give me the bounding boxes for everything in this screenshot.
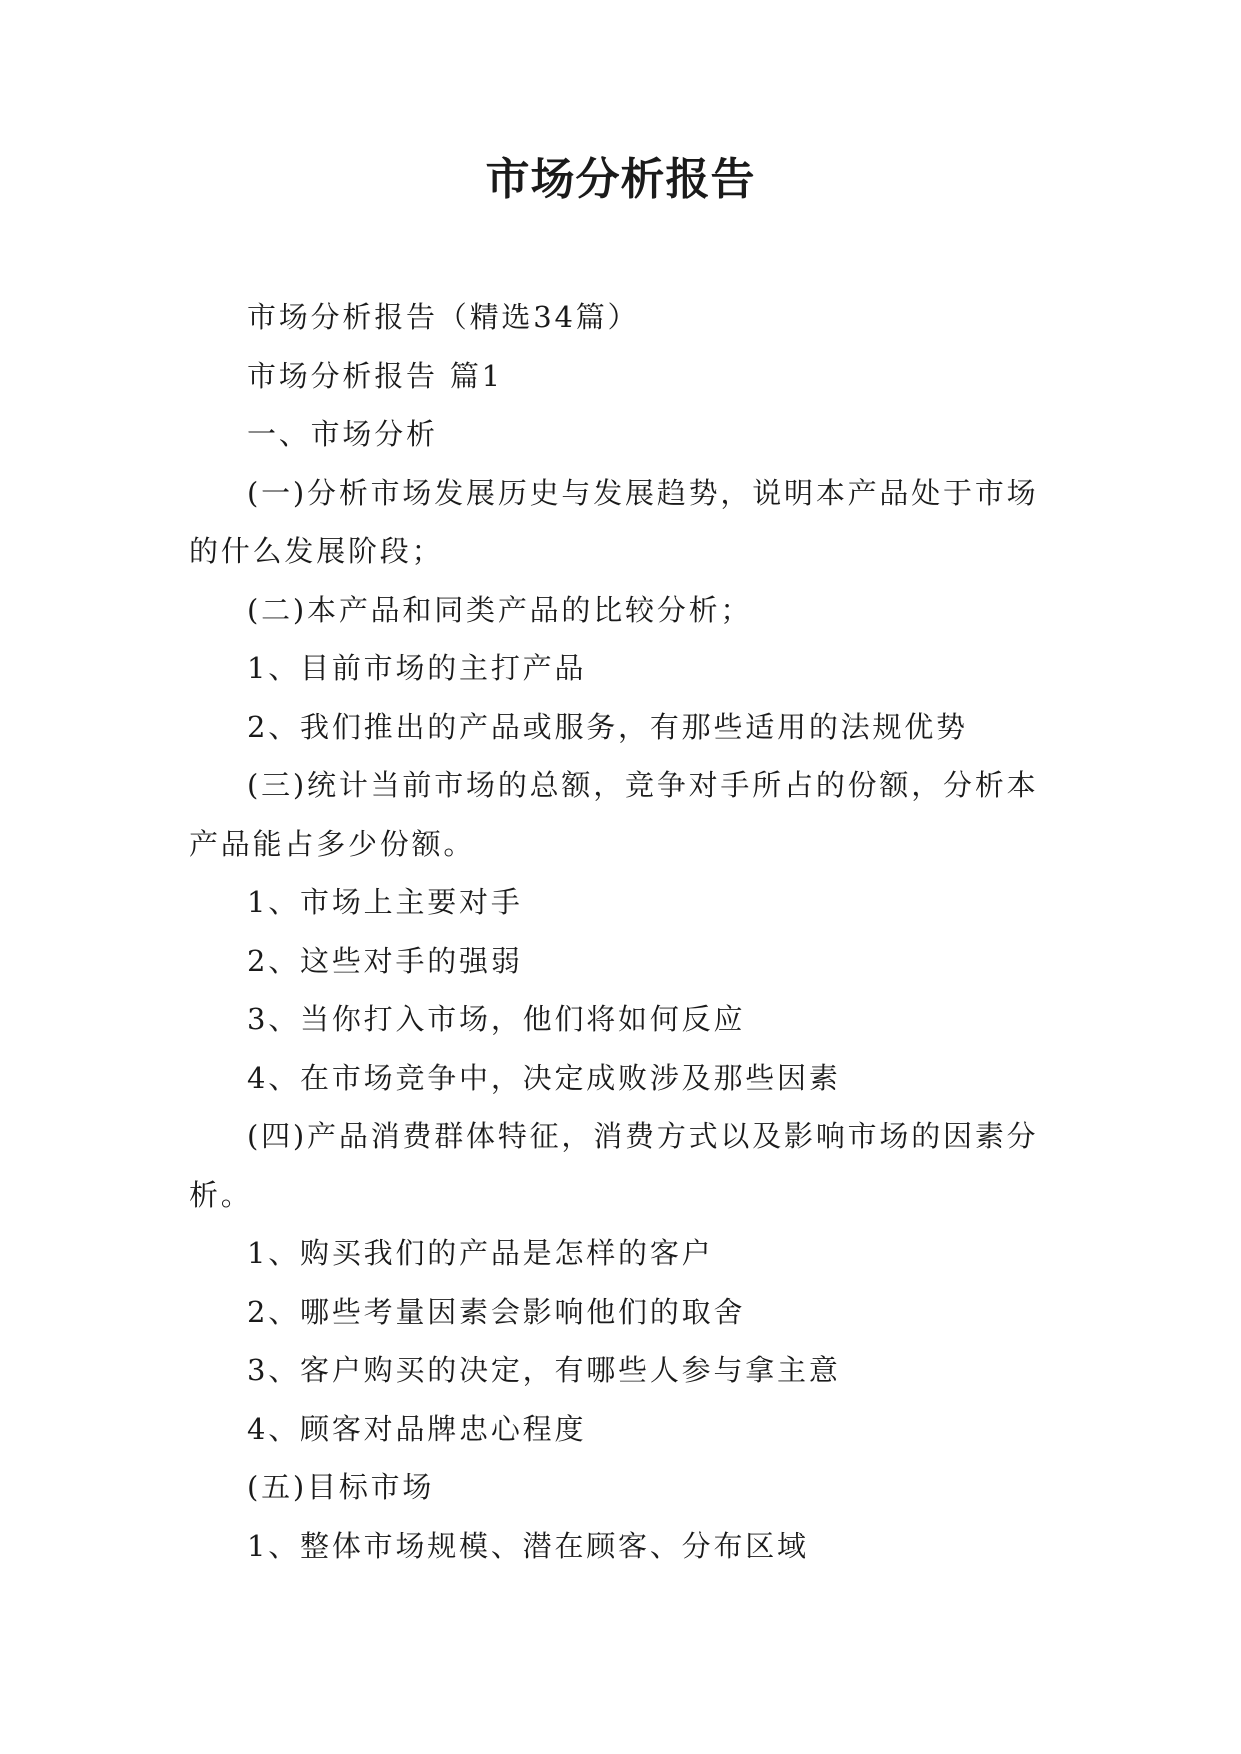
paragraph-item: (二)本产品和同类产品的比较分析； — [247, 592, 753, 627]
document-title: 市场分析报告 — [485, 154, 756, 205]
paragraph-item: 1、购买我们的产品是怎样的客户 — [247, 1236, 714, 1270]
paragraph-item: 3、客户购买的决定，有哪些人参与拿主意 — [247, 1353, 841, 1387]
paragraph-item: (五)目标市场 — [247, 1470, 435, 1504]
paragraph-item: 1、目前市场的主打产品 — [247, 651, 587, 685]
document-body — [189, 288, 1059, 1575]
paragraph-item: 2、哪些考量因素会影响他们的取舍 — [247, 1294, 746, 1329]
paragraph-item: 4、在市场竞争中，决定成败涉及那些因素 — [247, 1060, 841, 1095]
paragraph-item: (四)产品消费群体特征，消费方式以及影响市场的因素分析。 — [189, 1119, 1039, 1212]
paragraph-item: 1、整体市场规模、潜在顾客、分布区域 — [247, 1528, 809, 1563]
paragraph-subtitle: 市场分析报告（精选34篇） — [247, 300, 640, 334]
paragraph-heading-market-analysis: 一、市场分析 — [247, 417, 438, 451]
paragraph-item: 3、当你打入市场，他们将如何反应 — [247, 1002, 746, 1036]
paragraph-item: 2、我们推出的产品或服务，有那些适用的法规优势 — [247, 709, 968, 744]
paragraph-item: 4、顾客对品牌忠心程度 — [247, 1411, 587, 1446]
paragraph-item: (三)统计当前市场的总额，竞争对手所占的份额，分析本产品能占多少份额。 — [189, 768, 1039, 861]
paragraph-item: (一)分析市场发展历史与发展趋势，说明本产品处于市场的什么发展阶段； — [189, 475, 1039, 568]
paragraph-section-heading: 市场分析报告 篇1 — [247, 358, 503, 393]
paragraph-item: 2、这些对手的强弱 — [247, 943, 523, 978]
paragraph-item: 1、市场上主要对手 — [247, 885, 523, 919]
